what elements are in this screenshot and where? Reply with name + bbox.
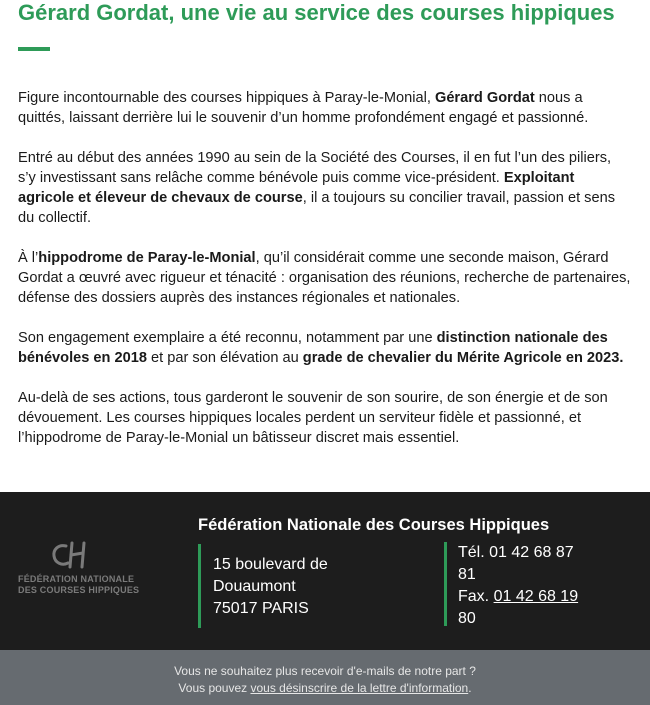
fax-number-link[interactable]: 01 42 68 19 <box>493 588 579 605</box>
phone-line <box>458 542 624 564</box>
fax-number-part[interactable]: 80 <box>458 610 476 627</box>
text: , qu’il considérait comme une seconde maison, Gérard Gordat a œuvré avec rigueur et ténacité : organisation des réunions, recherche de partenaires, défense des dossiers auprès des instances régionales et nationales. <box>18 250 631 306</box>
address-line: Douaumont <box>213 578 296 595</box>
bold-name: Gérard Gordat <box>434 90 535 106</box>
text: Vous pouvez <box>178 681 251 695</box>
unsubscribe-line <box>0 680 650 697</box>
logo-text-line1: FÉDÉRATION NATIONALE <box>18 574 135 584</box>
text: Son engagement exemplaire a été reconnu, notamment par une <box>18 330 437 346</box>
article-body <box>18 88 632 468</box>
text: À l’ <box>18 250 39 266</box>
phone-number-part[interactable]: 81 <box>458 566 476 583</box>
fax-label: Fax. <box>458 588 490 605</box>
logo-text-line2: DES COURSES HIPPIQUES <box>18 585 140 595</box>
text: , il a toujours su concilier travail, passion et sens du collectif. <box>18 190 616 226</box>
phone-label: Tél. <box>458 544 485 561</box>
phone-number-part[interactable]: 01 42 68 87 <box>489 544 574 561</box>
bold-hippodrome: hippodrome de Paray-le-Monial <box>38 250 256 266</box>
paragraph-career <box>18 148 632 228</box>
bold-grade: grade de chevalier du Mérite Agricole en 2023. <box>302 350 624 366</box>
address-block <box>198 544 398 628</box>
fax-line <box>458 586 624 608</box>
bold-occupation: Exploitant agricole et éleveur de chevaux de course <box>18 170 575 206</box>
org-name: Fédération Nationale des Courses Hippiques <box>198 516 550 534</box>
bold-distinction: distinction nationale des bénévoles en 2018 <box>18 330 608 366</box>
text: . <box>468 681 472 695</box>
text: Entré au début des années 1990 au sein de la Société des Courses, il en fut l’un des piliers, s’y investissant sans relâche comme bénévole puis comme vice-président. <box>18 150 612 186</box>
footer-unsubscribe <box>0 650 650 705</box>
paragraph-recognition <box>18 328 632 368</box>
address-line: 75017 PARIS <box>213 600 309 617</box>
ch-monogram-icon <box>50 540 90 570</box>
unsubscribe-link[interactable]: vous désinscrire de la lettre d'information <box>250 681 469 695</box>
text: Au-delà de ses actions, tous garderont le souvenir de son sourire, de son énergie et de son dévouement. Les courses hippiques locales perdent un serviteur fidèle et passionné, et l’hippodrome de Paray-le-Monial un bâtisseur discret mais essentiel. <box>18 390 608 446</box>
fnch-logo <box>18 540 158 596</box>
text: et par son élévation au <box>147 350 303 366</box>
contact-block <box>444 542 624 626</box>
text: Figure incontournable des courses hippiques à Paray-le-Monial, <box>18 90 435 106</box>
text: nous a quittés, laissant derrière lui le souvenir d’un homme profondément engagé et passionné. <box>18 90 589 126</box>
article-title: Gérard Gordat, une vie au service des courses hippiques <box>18 0 615 25</box>
footer-contact <box>0 492 650 650</box>
title-underline <box>18 47 50 51</box>
unsubscribe-question: Vous ne souhaitez plus recevoir d'e-mails de notre part ? <box>174 664 476 678</box>
paragraph-hippodrome <box>18 248 632 308</box>
address-line: 15 boulevard de <box>213 556 328 573</box>
paragraph-intro <box>18 88 632 128</box>
paragraph-legacy <box>18 388 632 448</box>
